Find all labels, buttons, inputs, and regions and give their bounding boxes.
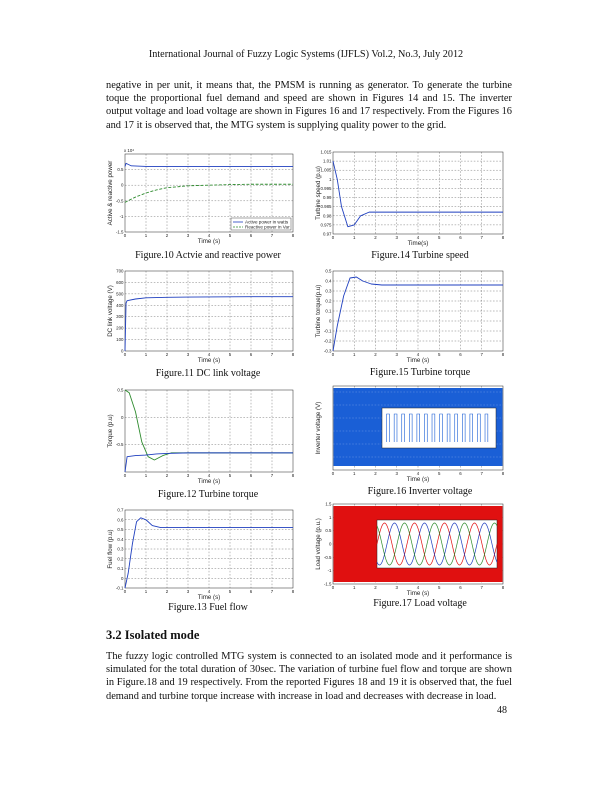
fig17-xtick-label: 7: [480, 585, 483, 590]
fig14-ytick-label: 1: [329, 176, 332, 182]
fig13-xtick-label: 7: [270, 589, 274, 594]
fig14-xtick-label: 1: [353, 235, 356, 240]
fig15-ytick-label: 0.3: [325, 288, 332, 294]
fig10-xtick-label: 2: [165, 233, 169, 238]
fig15-ytick-label: 0: [329, 318, 332, 324]
fig11-xtick-label: 4: [207, 352, 211, 357]
fig12-ytick-label: -0.5: [115, 442, 124, 448]
fig14-xtick-label: 0: [331, 235, 335, 240]
fig16-xtick-label: 5: [438, 471, 441, 476]
fig13-ytick-label: 0.3: [117, 546, 124, 552]
fig17-xtick-label: 2: [374, 585, 377, 590]
fig13-ytick-label: 0.4: [117, 536, 124, 542]
fig13-xtick-label: 2: [165, 589, 169, 594]
fig16-xtick-label: 4: [416, 471, 420, 476]
fig11-ytick-label: 0: [121, 348, 124, 354]
fig12-xlabel: Time (s): [197, 478, 221, 485]
fig14-xtick-label: 7: [480, 235, 483, 240]
figure-16-caption: Figure.16 Inverter voltage: [367, 486, 473, 497]
fig14-ytick-label: 0.995: [320, 185, 332, 191]
fig14-ytick-label: 0.98: [322, 213, 332, 219]
fig14-ytick-label: 1.005: [320, 167, 332, 173]
fig14-xlabel: Time(s): [407, 240, 429, 247]
fig17-xlabel: Time (s): [406, 590, 430, 597]
fig11-xtick-label: 5: [228, 352, 232, 357]
fig17-ytick-label: -1.5: [323, 581, 332, 587]
fig15-xlabel: Time (s): [406, 357, 430, 364]
fig10-xtick-label: 0: [123, 233, 127, 238]
fig11-xtick-label: 3: [186, 352, 190, 357]
figure-15-plot: [309, 265, 513, 365]
fig14-xtick-label: 5: [438, 235, 441, 240]
paragraph-top: negative in per unit, it means that, the PMSM is running as generator. To generate the turbine toque the proportional fuel demand and speed are shown in Figures 14 and 15. The inverter output voltage and load voltage are shown in Figures 16 and 17 respectively. From the Figures 16 and 17 it is observed that, the MTG system is supplying quality power to the grid.: [106, 80, 512, 131]
figure-14: [309, 146, 513, 248]
fig14-xtick-label: 8: [501, 235, 505, 240]
fig17-ytick-label: 0.5: [325, 528, 332, 534]
fig16-ylabel: Inverter voltage (V): [315, 401, 322, 455]
fig10-ytick-label: -1: [119, 213, 124, 219]
fig17-xtick-label: 5: [438, 585, 441, 590]
fig17-ytick-label: 1.5: [325, 501, 332, 507]
fig12-xtick-label: 5: [228, 473, 232, 478]
fig16-xtick-label: 1: [353, 471, 356, 476]
fig10-legend-label: Active power in watts: [245, 219, 289, 225]
fig11-xtick-label: 8: [291, 352, 295, 357]
figure-15-caption: Figure.15 Turbine torque: [369, 367, 471, 378]
fig12-ytick-label: 0: [121, 414, 124, 420]
fig14-xtick-label: 3: [395, 235, 398, 240]
fig15-xtick-label: 2: [374, 352, 377, 357]
fig17-ytick-label: 0: [329, 541, 332, 547]
figure-13: [103, 504, 303, 602]
figure-17: [309, 500, 513, 598]
fig14-xtick-label: 4: [416, 235, 420, 240]
fig11-ytick-label: 100: [116, 337, 124, 343]
fig14-ytick-label: 0.985: [320, 204, 332, 210]
fig10-xtick-label: 7: [270, 233, 274, 238]
fig15-ytick-label: 0.4: [325, 278, 332, 284]
fig14-xtick-label: 6: [459, 235, 462, 240]
fig13-ytick-label: 0.1: [117, 566, 124, 571]
fig17-xtick-label: 4: [416, 585, 420, 590]
fig15-xtick-label: 5: [438, 352, 441, 357]
fig10-xtick-label: 8: [291, 233, 295, 238]
page-number: 48: [497, 705, 507, 716]
fig11-ytick-label: 700: [116, 268, 124, 274]
figure-16: [309, 382, 513, 482]
fig14-ytick-label: 0.975: [320, 222, 332, 228]
fig12-xtick-label: 8: [291, 473, 295, 478]
fig15-ytick-label: -0.3: [323, 348, 332, 354]
fig11-ytick-label: 200: [116, 325, 124, 331]
fig12-xtick-label: 7: [270, 473, 274, 478]
fig10-ytick-label: 0.5: [117, 167, 124, 173]
figure-16-plot: [309, 382, 513, 482]
fig15-ytick-label: -0.2: [323, 338, 332, 344]
figure-17-caption: Figure.17 Load voltage: [373, 598, 467, 609]
fig17-xtick-label: 8: [501, 585, 505, 590]
fig11-xtick-label: 6: [249, 352, 253, 357]
fig13-xtick-label: 4: [207, 589, 211, 594]
fig12-xtick-label: 4: [207, 473, 211, 478]
fig17-ytick-label: -1: [327, 568, 332, 574]
figure-14-plot: [309, 146, 513, 248]
fig15-ytick-label: 0.1: [325, 308, 332, 314]
fig16-xtick-label: 7: [480, 471, 483, 476]
fig15-xtick-label: 8: [501, 352, 505, 357]
figure-10-plot: [103, 146, 303, 248]
fig12-plot-frame: [125, 390, 293, 472]
fig14-plot-frame: [333, 152, 503, 234]
fig10-ylabel: Active & reactive power: [107, 160, 114, 226]
fig13-ytick-label: 0.5: [117, 527, 124, 532]
fig16-xtick-label: 6: [459, 471, 462, 476]
fig12-xtick-label: 3: [186, 473, 190, 478]
fig16-xtick-label: 2: [374, 471, 377, 476]
fig16-xlabel: Time (s): [406, 476, 430, 483]
fig11-xtick-label: 2: [165, 352, 169, 357]
fig12-xtick-label: 6: [249, 473, 253, 478]
fig14-ytick-label: 1.015: [320, 149, 332, 155]
fig17-xtick-label: 1: [353, 585, 356, 590]
fig14-ytick-label: 1.01: [322, 158, 332, 164]
fig13-ytick-label: 0.6: [117, 517, 124, 523]
fig17-xtick-label: 3: [395, 585, 398, 590]
figure-12: [103, 384, 303, 486]
fig10-xtick-label: 5: [228, 233, 232, 238]
fig15-ytick-label: -0.1: [323, 328, 332, 334]
fig16-xtick-label: 3: [395, 471, 398, 476]
fig10-multiplier: x 10⁴: [124, 148, 135, 153]
fig17-ylabel: Load voltage (p.u.): [315, 518, 322, 570]
fig13-ytick-label: 0.7: [117, 507, 124, 513]
fig13-xtick-label: 5: [228, 589, 232, 594]
fig11-xtick-label: 7: [270, 352, 274, 357]
figure-13-plot: [103, 504, 303, 602]
fig15-xtick-label: 6: [459, 352, 462, 357]
figure-14-caption: Figure.14 Turbine speed: [371, 250, 469, 261]
figure-17-plot: [309, 500, 513, 598]
fig10-xtick-label: 1: [144, 233, 148, 238]
figure-13-caption: Figure.13 Fuel flow: [168, 602, 248, 613]
fig13-xtick-label: 8: [291, 589, 295, 594]
fig15-xtick-label: 4: [416, 352, 420, 357]
fig14-ytick-label: 0.97: [322, 231, 332, 237]
fig10-xtick-label: 4: [207, 233, 211, 238]
section-title: 3.2 Isolated mode: [106, 628, 200, 642]
fig12-xtick-label: 1: [144, 473, 148, 478]
fig15-ytick-label: 0.2: [325, 298, 332, 304]
figure-10-caption: Figure.10 Actvie and reactive power: [135, 250, 281, 261]
fig12-xtick-label: 0: [123, 473, 127, 478]
fig11-ytick-label: 600: [116, 279, 124, 285]
fig12-xtick-label: 2: [165, 473, 169, 478]
fig11-xtick-label: 0: [123, 352, 127, 357]
fig10-ytick-label: -1.5: [115, 229, 124, 235]
fig13-ytick-label: 0.2: [117, 556, 124, 562]
journal-header: International Journal of Fuzzy Logic Systems (IJFLS) Vol.2, No.3, July 2012: [148, 49, 464, 60]
fig13-ytick-label: -0.1: [115, 585, 124, 591]
fig15-ylabel: Turbine torque(p.u): [315, 284, 322, 338]
fig13-ylabel: Fuel flow (p.u): [107, 529, 114, 569]
fig17-xtick-label: 6: [459, 585, 462, 590]
fig14-ytick-label: 0.99: [322, 195, 332, 201]
fig15-xtick-label: 0: [331, 352, 335, 357]
fig16-xtick-label: 0: [331, 471, 335, 476]
figure-12-plot: [103, 384, 303, 486]
fig10-ytick-label: -0.5: [115, 198, 124, 204]
fig11-ytick-label: 500: [116, 291, 124, 297]
fig16-xtick-label: 8: [501, 471, 505, 476]
fig10-xtick-label: 3: [186, 233, 190, 238]
fig10-xtick-label: 6: [249, 233, 253, 238]
fig14-xtick-label: 2: [374, 235, 377, 240]
fig11-ylabel: DC link voltage (V): [107, 285, 114, 337]
fig10-xlabel: Time (s): [197, 238, 221, 245]
figure-11-plot: [103, 265, 303, 365]
fig12-ylabel: Torque (p.u): [107, 414, 114, 448]
figure-11: [103, 265, 303, 365]
fig13-xtick-label: 1: [144, 589, 148, 594]
fig13-xtick-label: 3: [186, 589, 190, 594]
fig17-ytick-label: -0.5: [323, 554, 332, 560]
fig13-xtick-label: 6: [249, 589, 253, 594]
fig11-ytick-label: 300: [116, 314, 124, 320]
fig15-xtick-label: 7: [480, 352, 483, 357]
fig11-xtick-label: 1: [144, 352, 148, 357]
fig14-ylabel: Turbine speed (p.u): [315, 166, 322, 220]
fig13-xlabel: Time (s): [197, 594, 221, 601]
fig11-ytick-label: 400: [116, 302, 124, 308]
fig10-legend-label: Reactive power in Var: [245, 224, 290, 230]
fig15-ytick-label: 0.5: [325, 268, 332, 274]
fig15-xtick-label: 3: [395, 352, 398, 357]
figure-11-caption: Figure.11 DC link voltage: [155, 368, 261, 379]
fig12-ytick-label: 0.5: [117, 387, 124, 393]
fig13-xtick-label: 0: [123, 589, 127, 594]
figure-12-caption: Figure.12 Turbine torque: [157, 489, 259, 500]
fig15-xtick-label: 1: [353, 352, 356, 357]
fig13-ytick-label: 0: [121, 575, 124, 581]
figure-10: [103, 146, 303, 248]
fig11-xlabel: Time (s): [197, 357, 221, 364]
fig17-ytick-label: 1: [329, 514, 332, 520]
figure-15: [309, 265, 513, 365]
paragraph-bottom: The fuzzy logic controlled MTG system is connected to an isolated mode and it performance is simulated for the total duration of 30sec. The variation of turbine fuel flow and torque are shown in Figure.18 and 19 respectively. From the reported Figures 18 and 19 it is observed that, the fuel demand and turbine torque increase with increase in load and decreases with decrease in load.: [106, 651, 512, 702]
fig10-ytick-label: 0: [121, 182, 124, 188]
fig17-xtick-label: 0: [331, 585, 335, 590]
